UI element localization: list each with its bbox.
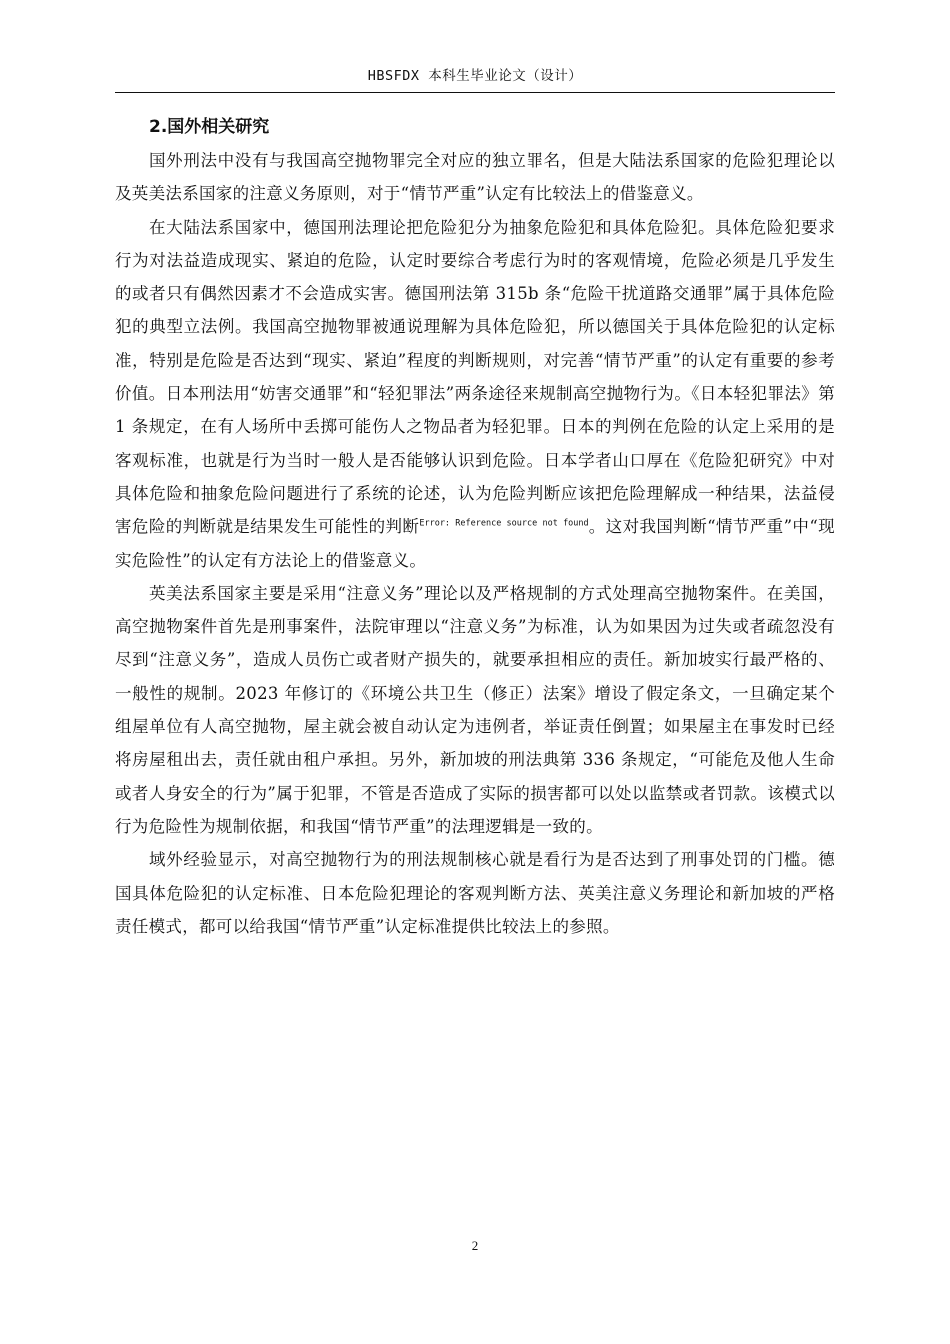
header-divider (115, 92, 835, 93)
document-body (115, 110, 835, 943)
page-header: HBSFDX 本科生毕业论文（设计） (367, 68, 583, 84)
paragraph-common-law: 英美法系国家主要是采用“注意义务”理论以及严格规制的方式处理高空抛物案件。在美国，高空抛物案件首先是刑事案件，法院审理以“注意义务”为标准，认为如果因为过失或者疏忽没有尽到“注意义务”，造成人员伤亡或者财产损失的，就要承担相应的责任。新加坡实行最严格的、一般性的规制。2023 年修订的《环境公共卫生（修正）法案》增设了假定条文，一旦确定某个组屋单位有人高空抛物，屋主就会被自动认定为违例者，举证责任倒置；如果屋主在事发时已经将房屋租出去，责任就由租户承担。另外，新加坡的刑法典第 336 条规定，“可能危及他人生命或者人身安全的行为”属于犯罪，不管是否造成了实际的损害都可以处以监禁或者罚款。该模式以行为危险性为规制依据，和我国“情节严重”的法理逻辑是一致的。 (115, 583, 835, 836)
page-number: 2 (471, 1238, 479, 1253)
paragraph-civil-law-text: 在大陆法系国家中，德国刑法理论把危险犯分为抽象危险犯和具体危险犯。具体危险犯要求行为对法益造成现实、紧迫的危险，认定时要综合考虑行为时的客观情境，危险必须是几乎发生的或者只有偶然因素才不会造成实害。德国刑法第 315b 条“危险干扰道路交通罪”属于具体危险犯的典型立法例。我国高空抛物罪被通说理解为具体危险犯，所以德国关于具体危险犯的认定标准，特别是危险是否达到“现实、紧迫”程度的判断规则，对完善“情节严重”的认定有重要的参考价值。日本刑法用“妨害交通罪”和“轻犯罪法”两条途径来规制高空抛物行为。《日本轻犯罪法》第 1 条规定，在有人场所中丢掷可能伤人之物品者为轻犯罪。日本的判例在危险的认定上采用的是客观标准，也就是行为当时一般人是否能够认识到危险。日本学者山口厚在《危险犯研究》中对具体危险和抽象危险问题进行了系统的论述，认为危险判断应该把危险理解成一种结果，法益侵害危险的判断就是结果发生可能性的判断 (115, 217, 835, 537)
reference-error-note: Error: Reference source not found (419, 518, 589, 529)
section-heading: 2.国外相关研究 (149, 117, 270, 137)
paragraph-intro: 国外刑法中没有与我国高空抛物罪完全对应的独立罪名，但是大陆法系国家的危险犯理论以及英美法系国家的注意义务原则，对于“情节严重”认定有比较法上的借鉴意义。 (115, 151, 835, 204)
paragraph-conclusion: 域外经验显示，对高空抛物行为的刑法规制核心就是看行为是否达到了刑事处罚的门槛。德国具体危险犯的认定标准、日本危险犯理论的客观判断方法、英美注意义务理论和新加坡的严格责任模式，都可以给我国“情节严重”认定标准提供比较法上的参照。 (115, 850, 835, 936)
paragraph-civil-law-tail: 。这对我国判断“情节严重”中“现实危险性”的认定有方法论上的借鉴意义。 (115, 517, 835, 570)
paragraph-civil-law (115, 211, 835, 577)
